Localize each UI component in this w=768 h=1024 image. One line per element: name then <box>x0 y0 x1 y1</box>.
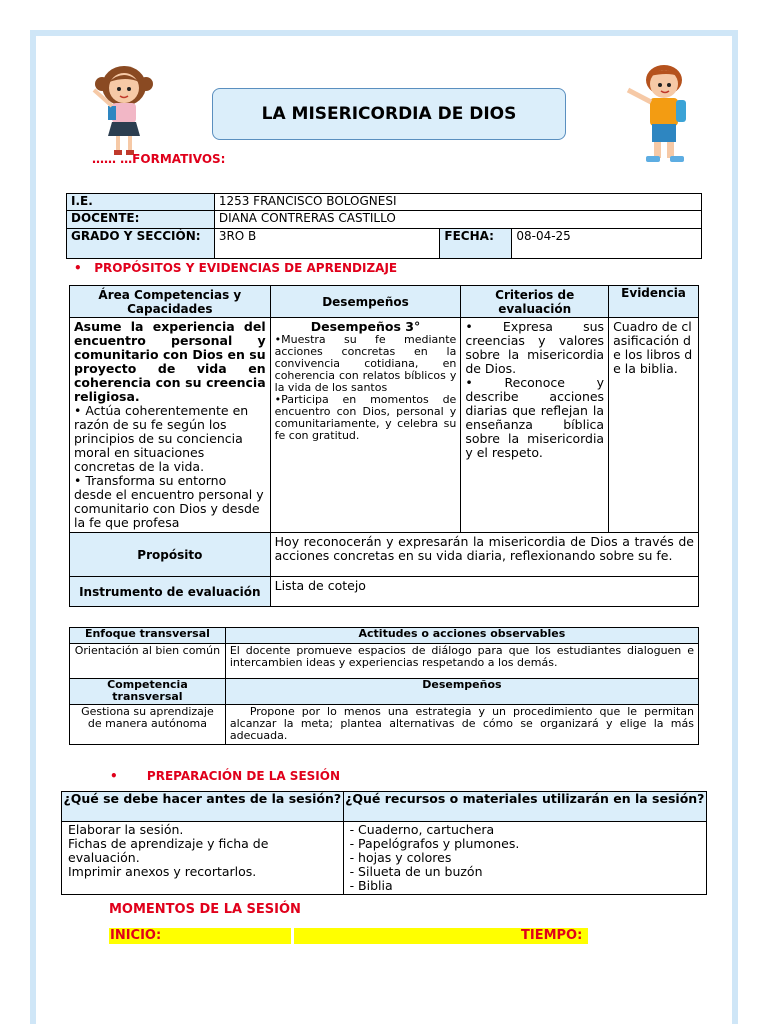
competencia-transversal-value: Gestiona su aprendizaje de manera autónoma <box>70 705 226 745</box>
antes-list <box>62 822 344 895</box>
tiempo-label: TIEMPO: <box>521 928 583 943</box>
header-antes: ¿Qué se debe hacer antes de la sesión? <box>62 792 344 822</box>
header-criterios: Criterios de evaluación <box>461 286 609 318</box>
bullet-icon: • <box>110 769 147 783</box>
actitud-value: El docente promueve espacios de diálogo para que los estudiantes dialoguen e intercambien ideas y experiencias respetando a los demás. <box>225 644 698 679</box>
header-recursos: ¿Qué recursos o materiales utilizarán en la sesión? <box>343 792 706 822</box>
competencias-table <box>69 285 699 607</box>
capacidad-2: • Transforma su entorno desde el encuentro personal y comunitario con Dios y desde la fe que profesa <box>74 473 264 530</box>
recurso-item: - hojas y colores <box>349 850 452 865</box>
info-table <box>66 193 702 259</box>
proposito-value: Hoy reconocerán y expresarán la misericordia de Dios a través de acciones concretas en su vida diaria, reflexionando sobre su fe. <box>270 533 698 577</box>
recurso-item: - Cuaderno, cartuchera <box>349 822 495 837</box>
docente-label: DOCENTE: <box>67 211 215 229</box>
instrumento-label: Instrumento de evaluación <box>70 577 271 607</box>
antes-item: Elaborar la sesión. <box>68 822 184 837</box>
fecha-label: FECHA: <box>440 229 512 259</box>
recurso-item: - Papelógrafos y plumones. <box>349 836 520 851</box>
section-preparacion-title: PREPARACIÓN DE LA SESIÓN <box>146 769 340 783</box>
docente-value: DIANA CONTRERAS CASTILLO <box>214 211 701 229</box>
criterio-2: • Reconoce y describe acciones diarias que reflejan la enseñanza bíblica sobre la misericordia y el respeto. <box>465 375 605 460</box>
ie-label: I.E. <box>67 194 215 211</box>
enfoque-value: Orientación al bien común <box>70 644 226 679</box>
instrumento-value: Lista de cotejo <box>270 577 698 607</box>
grado-value: 3RO B <box>214 229 440 259</box>
girl-illustration <box>86 60 158 158</box>
desempenos-title: Desempeños 3° <box>310 319 421 334</box>
section-proposito-heading <box>74 261 397 275</box>
page-title: LA MISERICORDIA DE DIOS <box>212 88 566 140</box>
header-area: Área Competencias y Capacidades <box>70 286 271 318</box>
momentos-title: MOMENTOS DE LA SESIÓN <box>109 902 301 917</box>
preparacion-table <box>61 791 707 895</box>
proposito-label: Propósito <box>70 533 271 577</box>
recurso-item: - Biblia <box>349 878 393 893</box>
section-proposito-title: PROPÓSITOS Y EVIDENCIAS DE APRENDIZAJE <box>94 261 398 275</box>
boy-illustration <box>620 60 698 168</box>
bullet-icon: • <box>74 261 95 275</box>
criterio-1: • Expresa sus creencias y valores sobre la misericordia de Dios. <box>465 319 605 376</box>
antes-item: Imprimir anexos y recortarlos. <box>68 864 257 879</box>
header-enfoque: Enfoque transversal <box>70 628 226 644</box>
header-desempenos-transversal: Desempeños <box>225 679 698 705</box>
competencia-main: Asume la experiencia del encuentro personal y comunitario con Dios en su proyecto de vida en coherencia con su creencia religiosa. <box>74 319 266 404</box>
antes-item: Fichas de aprendizaje y ficha de evaluación. <box>68 836 269 865</box>
fecha-value: 08-04-25 <box>512 229 702 259</box>
datos-label: …… …FORMATIVOS: <box>92 152 226 166</box>
inicio-label: INICIO: <box>110 928 162 943</box>
header-desempenos: Desempeños <box>270 286 461 318</box>
grado-label: GRADO Y SECCIÓN: <box>67 229 215 259</box>
header-evidencia: Evidencia <box>609 286 699 318</box>
section-preparacion-heading <box>110 769 340 783</box>
evidencia-value: Cuadro de clasificación de los libros de la biblia. <box>609 318 699 533</box>
desempeno-1: •Muestra su fe mediante acciones concretas en la convivencia cotidiana, en coherencia con relatos bíblicos y la vida de los santos <box>274 333 457 394</box>
desempeno-2: •Participa en momentos de encuentro con Dios, personal y comunitariamente, y celebra su fe con gratitud. <box>274 393 457 442</box>
ie-value: 1253 FRANCISCO BOLOGNESI <box>214 194 701 211</box>
header-competencia-transversal: Competencia transversal <box>70 679 226 705</box>
desempeno-transversal-value: Propone por lo menos una estrategia y un procedimiento que le permitan alcanzar la meta; plantea alternativas de cómo se organizará y elige la más adecuada. <box>225 705 698 745</box>
capacidad-1: • Actúa coherentemente en razón de su fe según los principios de su conciencia moral en situaciones concretas de la vida. <box>74 403 249 474</box>
recurso-item: - Silueta de un buzón <box>349 864 483 879</box>
header-actitudes: Actitudes o acciones observables <box>225 628 698 644</box>
recursos-list <box>343 822 706 895</box>
transversal-table <box>69 627 699 745</box>
